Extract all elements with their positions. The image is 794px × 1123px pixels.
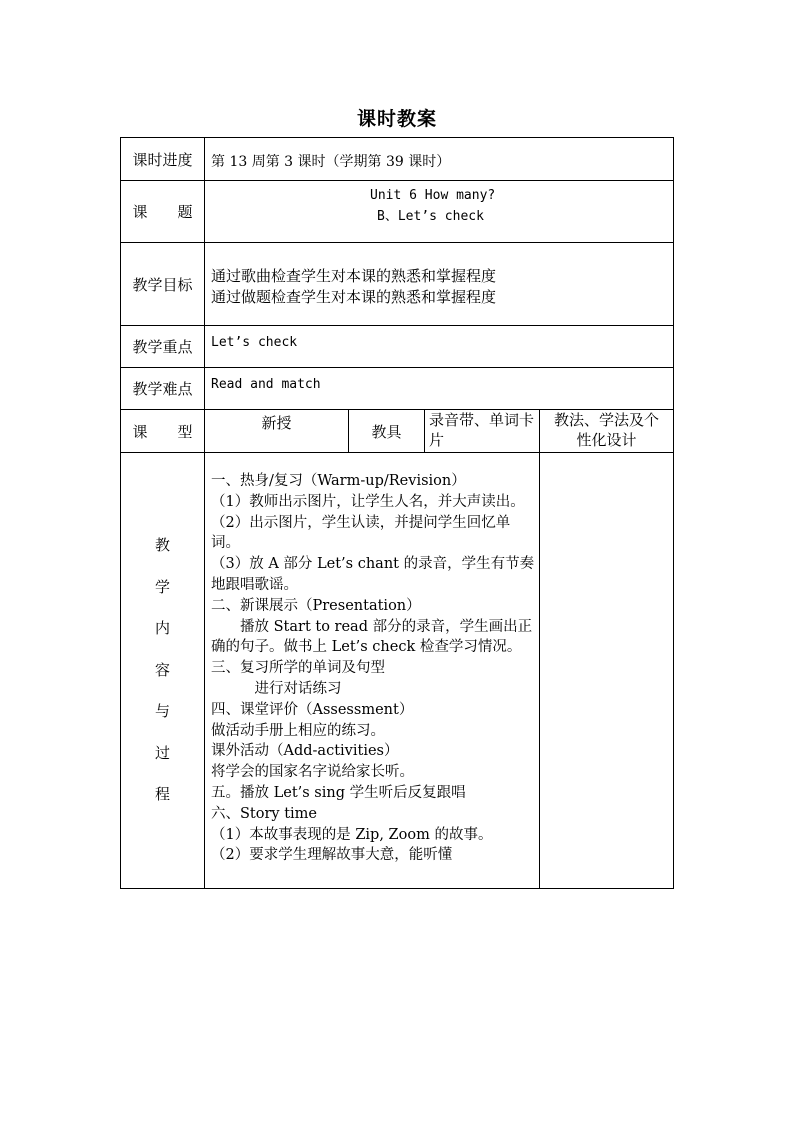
- process-content: [205, 453, 540, 889]
- process-char: 与: [154, 702, 170, 721]
- row-topic: [121, 181, 674, 243]
- process-line: 六、Story time: [211, 805, 318, 822]
- process-line: 将学会的国家名字说给家长听。: [211, 764, 414, 781]
- type-label: 课 型: [121, 410, 205, 453]
- process-char: 过: [154, 743, 170, 762]
- methods-label: 教法、学法及个性化设计: [540, 410, 674, 453]
- process-char: 程: [154, 785, 170, 804]
- focus-value: Let’s check: [205, 326, 674, 368]
- goal-2: 通过做题检查学生对本课的熟悉和掌握程度: [211, 288, 497, 306]
- tools-value: 录音带、单词卡片: [425, 410, 540, 453]
- topic-section: B、Let’s check: [377, 209, 484, 224]
- process-line: 做活动手册上相应的练习。: [211, 722, 385, 739]
- row-type: [121, 410, 674, 453]
- process-line: 二、新课展示（Presentation）: [211, 597, 421, 614]
- process-line: （2）要求学生理解故事大意，能听懂: [211, 847, 453, 864]
- difficulty-label: 教学难点: [121, 368, 205, 410]
- tools-label: 教具: [349, 410, 425, 453]
- process-notes-cell: [540, 453, 674, 889]
- row-progress: [121, 138, 674, 181]
- process-line: （2）出示图片，学生认读，并提问学生回忆单词。: [211, 514, 511, 552]
- process-char: 内: [154, 619, 170, 638]
- process-line: 三、复习所学的单词及句型: [211, 660, 385, 677]
- progress-value: 第 13 周第 3 课时（学期第 39 课时）: [205, 138, 674, 181]
- process-line: 五。播放 Let’s sing 学生听后反复跟唱: [211, 784, 466, 801]
- topic-label: 课 题: [121, 181, 205, 243]
- type-value: 新授: [205, 410, 349, 453]
- process-line: （1）本故事表现的是 Zip, Zoom 的故事。: [211, 826, 493, 843]
- process-line: 四、课堂评价（Assessment）: [211, 701, 414, 718]
- row-goals: [121, 243, 674, 326]
- goals-cell: [205, 243, 674, 326]
- page-title: 课时教案: [356, 108, 437, 130]
- process-line: 进行对话练习: [211, 680, 342, 697]
- row-process: [121, 453, 674, 889]
- difficulty-value: Read and match: [205, 368, 674, 410]
- process-line: （3）放 A 部分 Let’s chant 的录音，学生有节奏地跟唱歌谣。: [211, 556, 535, 593]
- process-line: （1）教师出示图片，让学生人名，并大声读出。: [211, 493, 525, 510]
- topic-unit: Unit 6 How many?: [370, 188, 496, 203]
- process-char: 教: [154, 536, 170, 555]
- process-line: 课外活动（Add-activities）: [211, 743, 399, 760]
- process-line: 一、热身/复习（Warm-up/Revision）: [211, 473, 466, 489]
- process-label: [121, 453, 205, 889]
- goals-label: 教学目标: [121, 243, 205, 326]
- lesson-plan-table: [120, 137, 674, 889]
- process-char: 容: [154, 660, 170, 679]
- row-focus: [121, 326, 674, 368]
- process-line: 播放 Start to read 部分的录音，学生画出正确的句子。做书上 Let’s check 检查学习情况。: [211, 618, 533, 656]
- goal-1: 通过歌曲检查学生对本课的熟悉和掌握程度: [211, 267, 497, 285]
- progress-label: 课时进度: [121, 138, 205, 181]
- row-difficulty: [121, 368, 674, 410]
- focus-label: 教学重点: [121, 326, 205, 368]
- process-char: 学: [154, 577, 170, 596]
- topic-cell: [205, 181, 674, 243]
